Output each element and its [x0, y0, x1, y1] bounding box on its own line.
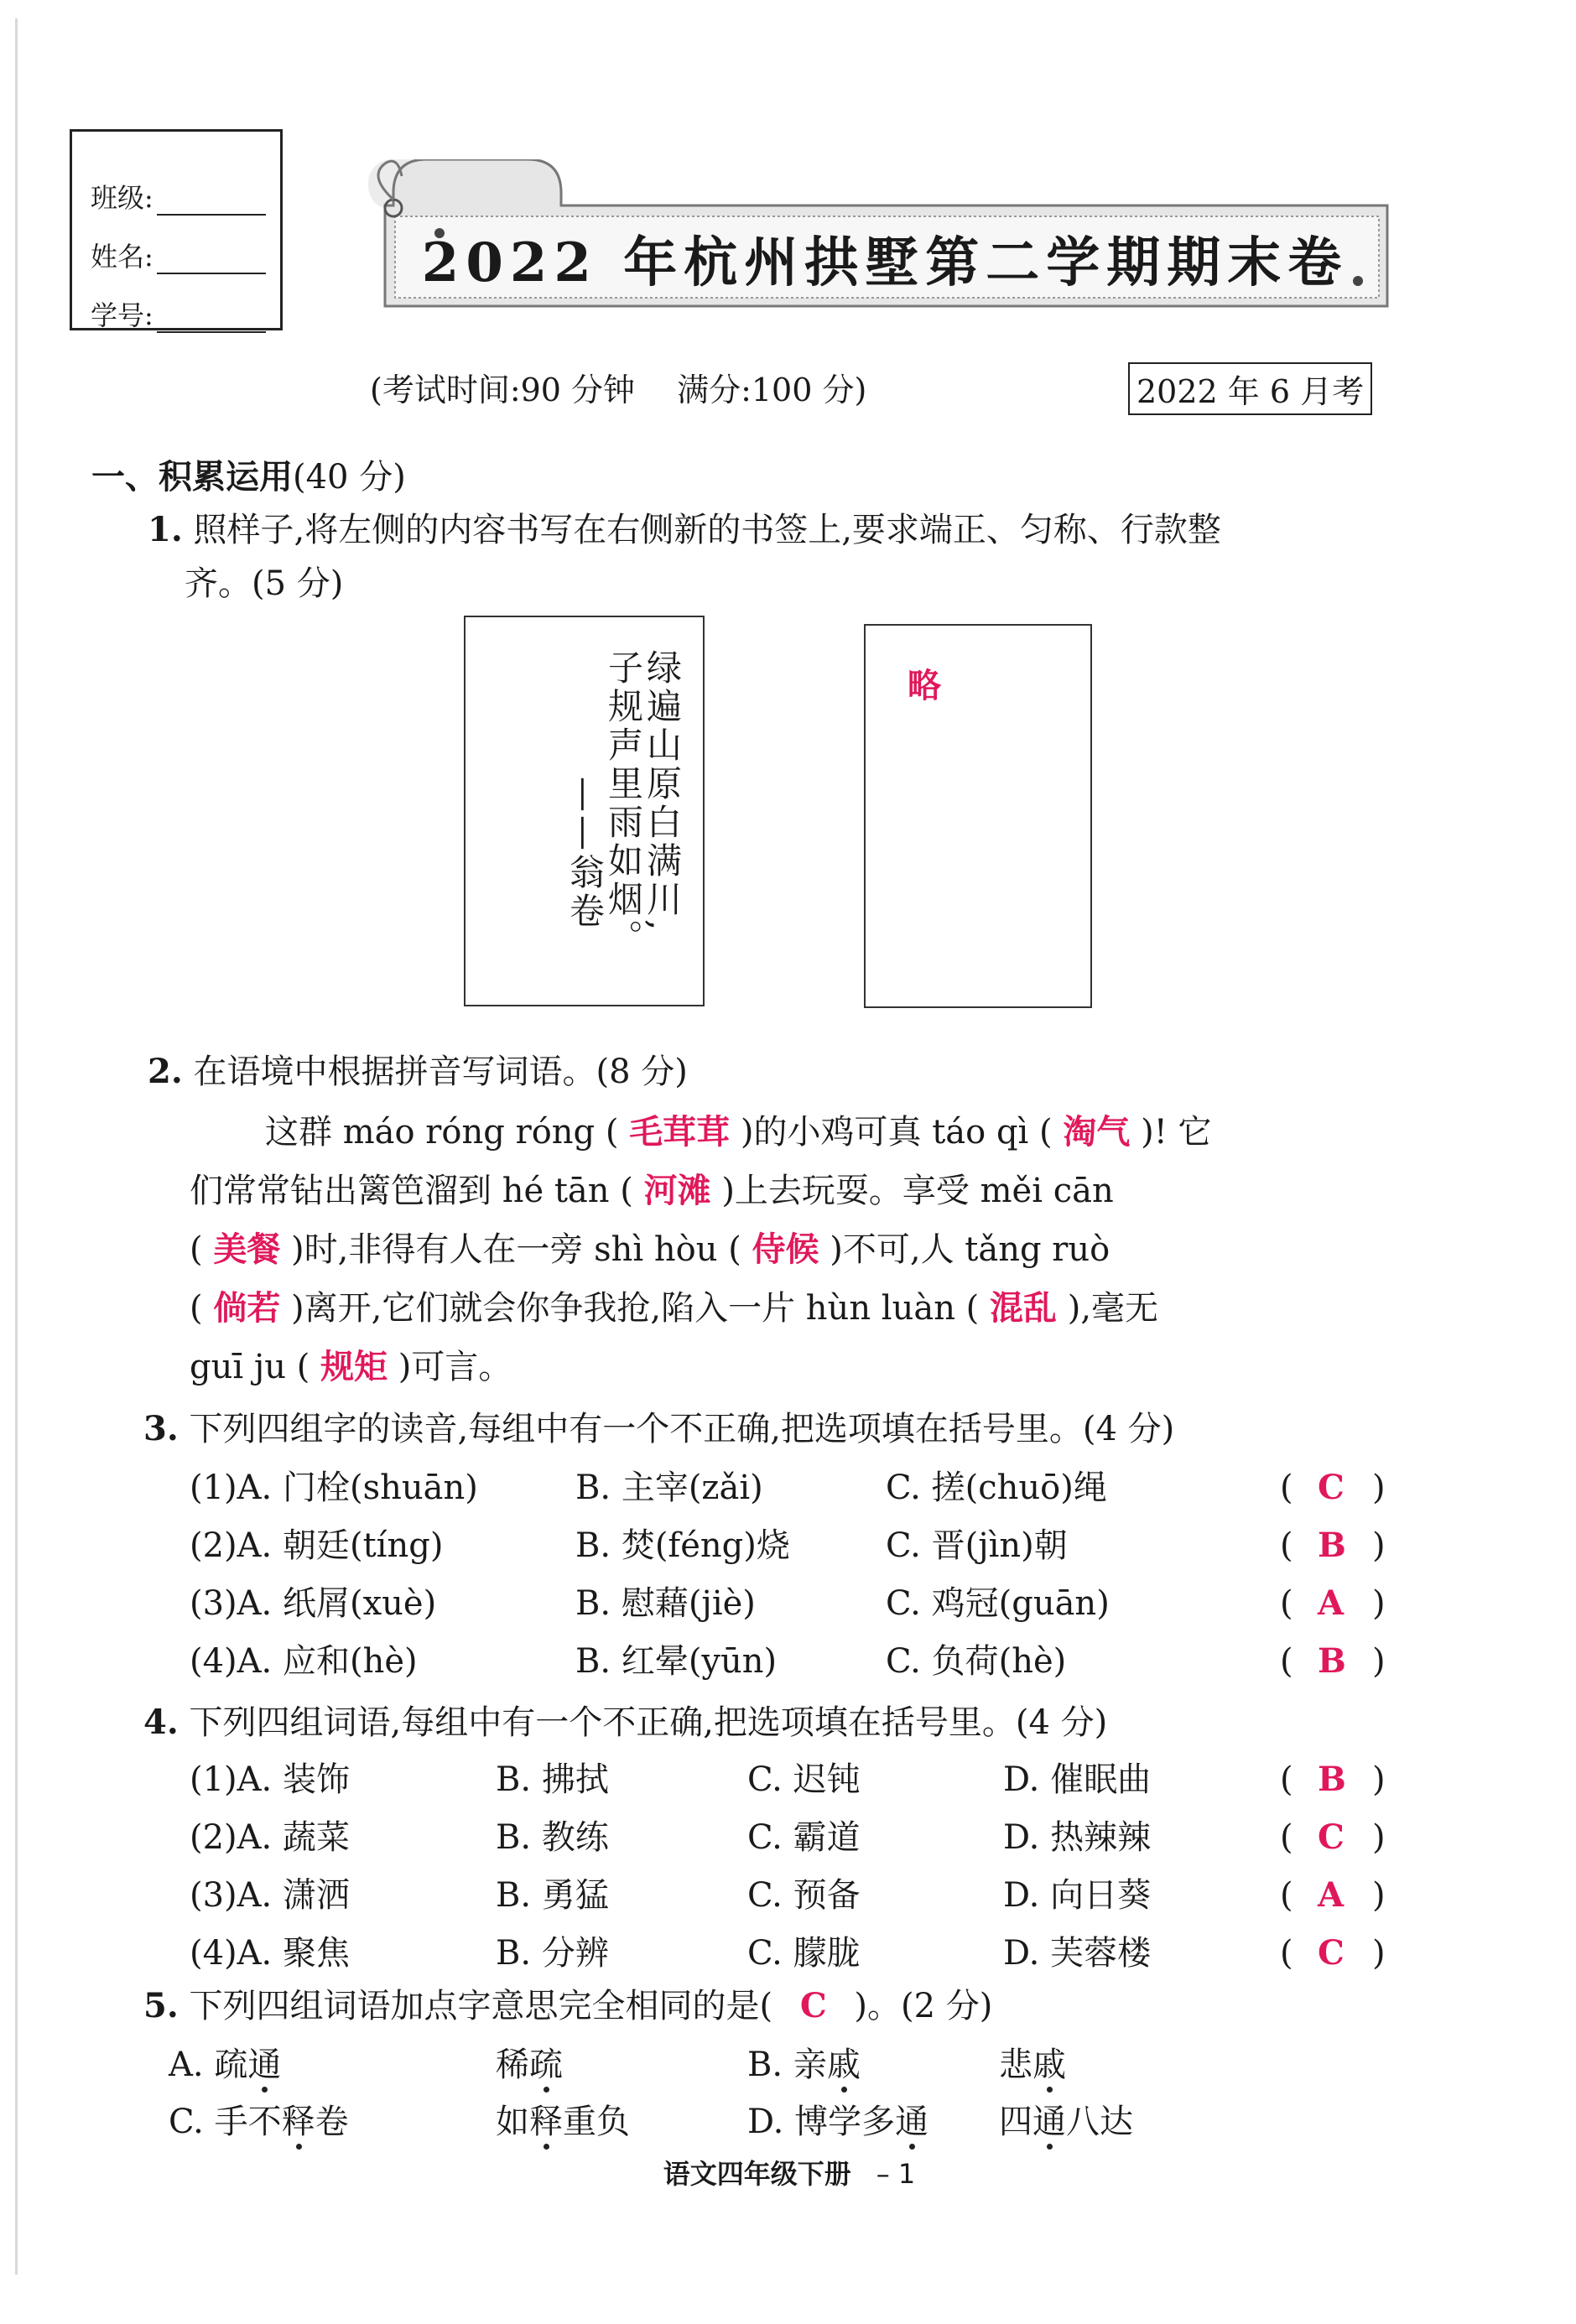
section-1-title — [91, 450, 406, 498]
q4-option-b: B. 分辨 — [496, 1934, 609, 1973]
name-blank[interactable] — [157, 247, 266, 274]
q4-option-b: B. 拂拭 — [496, 1760, 609, 1799]
answer-paren-open: ( — [1280, 1760, 1293, 1799]
q4-answer[interactable]: C — [1318, 1817, 1345, 1857]
q5-option-d-word2: 四通八达 — [999, 2103, 1133, 2141]
q2-line-1: 这群 máo róng róng ( 毛茸茸 )的小鸡可真 táo qì ( 淘气 )! 它 — [265, 1112, 1212, 1152]
class-field[interactable] — [91, 157, 280, 216]
q3-number: 3. — [143, 1409, 179, 1448]
answer-paren-open: ( — [1280, 1876, 1293, 1915]
q5-option-a-word2: 稀疏 — [496, 2046, 563, 2084]
q3-option-c: C. 搓(chuō)绳 — [886, 1469, 1107, 1507]
q3-row — [190, 1577, 1397, 1630]
q5-option-d: D. 博学多通 — [747, 2103, 929, 2141]
q3-row — [190, 1519, 1397, 1573]
q4-option-c: C. 迟钝 — [747, 1760, 861, 1799]
q1-number: 1. — [148, 510, 183, 549]
footer-book: 语文四年级下册 — [663, 2158, 851, 2190]
answer-paren-open: ( — [1280, 1818, 1293, 1857]
name-label: 姓名: — [91, 241, 153, 273]
id-blank[interactable] — [157, 306, 266, 333]
q4-option-d: D. 催眠曲 — [1003, 1760, 1152, 1799]
answer-bookmark[interactable] — [864, 624, 1092, 1008]
q2-answer-1[interactable]: 毛茸茸 — [629, 1112, 731, 1152]
answer-paren-open: ( — [1280, 1934, 1293, 1973]
q3-answer[interactable]: C — [1318, 1468, 1345, 1507]
exam-meta — [370, 364, 908, 410]
q3-option-b: B. 慰藉(jiè) — [575, 1584, 756, 1623]
q4-answer[interactable]: C — [1318, 1933, 1345, 1973]
question-3-title — [143, 1402, 1418, 1456]
answer-paren-close: ) — [1372, 1526, 1386, 1565]
q3-option-c: C. 晋(jìn)朝 — [886, 1526, 1068, 1565]
question-2-title — [148, 1045, 1423, 1099]
q3-answer[interactable]: A — [1318, 1583, 1345, 1623]
poem-author: ——翁卷 — [564, 777, 606, 931]
q1-answer: 略 — [908, 666, 941, 705]
q5-options — [169, 2038, 1427, 2155]
sample-bookmark — [464, 616, 705, 1006]
q3-option-a: (3)A. 纸屑(xuè) — [190, 1584, 437, 1623]
q3-row — [190, 1635, 1397, 1688]
q4-row — [190, 1926, 1397, 1980]
class-label: 班级: — [91, 182, 153, 214]
q4-option-d: D. 向日葵 — [1003, 1876, 1152, 1915]
q1-text-line2: 齐。(5 分) — [185, 564, 344, 603]
section-1-points: (40 分) — [293, 458, 406, 497]
section-1-label: 一、积累运用 — [91, 458, 293, 497]
q5-option-c: C. 手不释卷 — [169, 2103, 349, 2141]
q2-answer-7[interactable]: 混乱 — [990, 1288, 1057, 1328]
q5-option-b: B. 亲戚 — [747, 2046, 861, 2084]
full-score: 满分:100 分) — [677, 372, 867, 408]
student-info-box — [70, 129, 283, 330]
q2-answer-4[interactable]: 美餐 — [213, 1230, 281, 1269]
exam-date: 2022 年 6 月考 — [1128, 362, 1372, 415]
q5-option-a: A. 疏通 — [169, 2046, 282, 2084]
answer-paren-close: ) — [1372, 1934, 1386, 1973]
q3-answer[interactable]: B — [1318, 1526, 1346, 1565]
page-footer — [18, 2153, 1561, 2191]
answer-paren-close: ) — [1372, 1469, 1386, 1507]
q5-option-b-word2: 悲戚 — [999, 2046, 1066, 2084]
q3-option-a: (4)A. 应和(hè) — [190, 1642, 418, 1681]
answer-paren-open: ( — [1280, 1584, 1293, 1623]
q3-option-c: C. 负荷(hè) — [886, 1642, 1067, 1681]
q3-option-c: C. 鸡冠(guān) — [886, 1584, 1110, 1623]
q5-answer[interactable]: C — [799, 1986, 827, 2025]
q3-row — [190, 1461, 1397, 1515]
answer-paren-open: ( — [1280, 1642, 1293, 1681]
exam-time: (考试时间:90 分钟 — [370, 372, 636, 408]
class-blank[interactable] — [157, 189, 266, 216]
q4-option-b: B. 教练 — [496, 1818, 609, 1857]
answer-paren-close: ) — [1372, 1876, 1386, 1915]
q2-line-4: ( 倘若 )离开,它们就会你争我抢,陷入一片 hùn luàn ( 混乱 ),毫无 — [190, 1288, 1159, 1328]
name-field[interactable] — [91, 216, 280, 274]
q3-option-b: B. 主宰(zǎi) — [575, 1469, 763, 1507]
q4-row — [190, 1811, 1397, 1864]
q3-option-b: B. 红晕(yūn) — [575, 1642, 778, 1681]
question-4-title — [143, 1696, 1418, 1749]
poem-line-1: 绿遍山原白满川, — [642, 649, 683, 934]
answer-paren-close: ) — [1372, 1760, 1386, 1799]
q4-option-d: D. 热辣辣 — [1003, 1818, 1152, 1857]
answer-paren-close: ) — [1372, 1584, 1386, 1623]
q1-text-line1: 照样子,将左侧的内容书写在右侧新的书签上,要求端正、匀称、行款整 — [193, 511, 1221, 549]
q4-option-a: (1)A. 装饰 — [190, 1760, 350, 1799]
q4-title: 下列四组词语,每组中有一个不正确,把选项填在括号里。(4 分) — [189, 1703, 1108, 1742]
q4-option-a: (3)A. 潇洒 — [190, 1876, 350, 1915]
page-number: – 1 — [876, 2158, 916, 2190]
q2-answer-5[interactable]: 侍候 — [752, 1230, 819, 1269]
q4-number: 4. — [143, 1703, 179, 1742]
answer-paren-close: ) — [1372, 1818, 1386, 1857]
q4-option-c: C. 预备 — [747, 1876, 861, 1915]
q4-answer[interactable]: B — [1318, 1760, 1346, 1799]
q3-option-a: (2)A. 朝廷(tíng) — [190, 1526, 444, 1565]
q2-answer-8[interactable]: 规矩 — [320, 1347, 388, 1386]
exam-title: 2022 年杭州拱墅第二学期期末卷 — [421, 231, 1349, 294]
q2-answer-3[interactable]: 河滩 — [643, 1171, 711, 1210]
answer-paren-open: ( — [1280, 1526, 1293, 1565]
id-label: 学号: — [91, 299, 153, 331]
q4-row — [190, 1753, 1397, 1807]
q3-option-a: (1)A. 门栓(shuān) — [190, 1469, 478, 1507]
q4-option-a: (4)A. 聚焦 — [190, 1934, 350, 1973]
q3-title: 下列四组字的读音,每组中有一个不正确,把选项填在括号里。(4 分) — [189, 1410, 1175, 1448]
id-field[interactable] — [91, 274, 280, 333]
q4-option-b: B. 勇猛 — [496, 1876, 609, 1915]
q2-title: 在语境中根据拼音写词语。(8 分) — [193, 1053, 688, 1091]
q2-answer-6[interactable]: 倘若 — [213, 1288, 281, 1328]
q3-option-b: B. 焚(féng)烧 — [575, 1526, 790, 1565]
q2-line-5: guī ju ( 规矩 )可言。 — [190, 1347, 512, 1386]
q2-line-3: ( 美餐 )时,非得有人在一旁 shì hòu ( 侍候 )不可,人 tǎng ruò — [190, 1230, 1110, 1269]
q2-passage — [190, 1103, 1406, 1396]
q4-option-c: C. 霸道 — [747, 1818, 861, 1857]
q5-number: 5. — [143, 1986, 179, 2025]
q5-option-c-word2: 如释重负 — [496, 2103, 630, 2141]
q2-number: 2. — [148, 1052, 183, 1091]
title-banner — [368, 159, 1402, 310]
exam-page — [15, 18, 1561, 2275]
answer-paren-close: ) — [1372, 1642, 1386, 1681]
q4-option-d: D. 芙蓉楼 — [1003, 1934, 1152, 1973]
q2-answer-2[interactable]: 淘气 — [1063, 1112, 1131, 1152]
q4-option-c: C. 朦胧 — [747, 1934, 861, 1973]
question-1 — [148, 503, 1423, 611]
question-5-title: 5. 下列四组词语加点字意思完全相同的是( C )。(2 分) — [143, 1986, 993, 2025]
q2-line-2: 们常常钻出篱笆溜到 hé tān ( 河滩 )上去玩耍。享受 měi cān — [190, 1171, 1114, 1210]
q4-option-a: (2)A. 蔬菜 — [190, 1818, 350, 1857]
poem-line-2: 子规声里雨如烟。 — [603, 649, 644, 958]
q3-answer[interactable]: B — [1318, 1641, 1346, 1681]
answer-paren-open: ( — [1280, 1469, 1293, 1507]
q4-answer[interactable]: A — [1318, 1875, 1345, 1915]
q4-row — [190, 1869, 1397, 1922]
